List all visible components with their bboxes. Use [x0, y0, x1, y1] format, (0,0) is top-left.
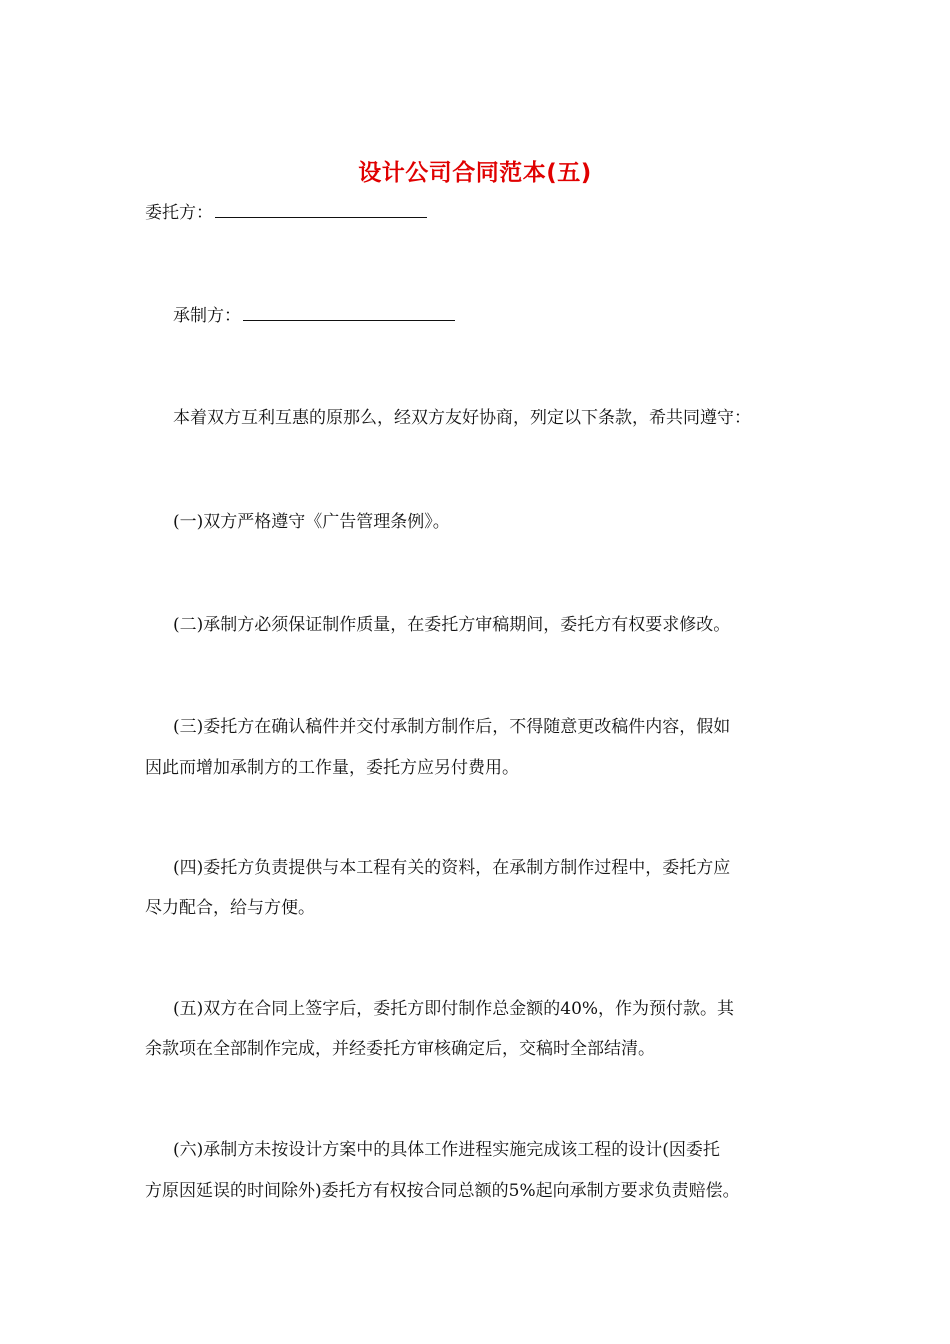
maker-field: [173, 304, 455, 327]
clause-3-line-1: (三)委托方在确认稿件并交付承制方制作后，不得随意更改稿件内容，假如: [173, 717, 731, 737]
clause-2-line-1: (二)承制方必须保证制作质量，在委托方审稿期间，委托方有权要求修改。: [173, 615, 731, 635]
clause-5-line-2: 余款项在全部制作完成，并经委托方审核确定后，交稿时全部结清。: [145, 1039, 655, 1059]
clause-1-line-1: (一)双方严格遵守《广告管理条例》。: [173, 512, 450, 532]
clause-5-line-1: (五)双方在合同上签字后，委托方即付制作总金额的40%，作为预付款。其: [173, 999, 735, 1019]
document-title: 设计公司合同范本(五): [358, 160, 592, 186]
client-blank-line: [215, 201, 427, 218]
clause-4-line-2: 尽力配合，给与方便。: [145, 898, 315, 918]
maker-label: 承制方：: [173, 306, 241, 326]
clause-6-line-1: (六)承制方未按设计方案中的具体工作进程实施完成该工程的设计(因委托: [173, 1140, 720, 1160]
intro-paragraph: 本着双方互利互惠的原那么，经双方友好协商，列定以下条款，希共同遵守：: [173, 408, 751, 428]
maker-blank-line: [243, 304, 455, 321]
clause-4-line-1: (四)委托方负责提供与本工程有关的资料，在承制方制作过程中，委托方应: [173, 858, 731, 878]
clause-6-line-2: 方原因延误的时间除外)委托方有权按合同总额的5%起向承制方要求负责赔偿。: [145, 1181, 740, 1201]
client-label: 委托方：: [145, 203, 213, 223]
client-field: [145, 201, 427, 224]
clause-3-line-2: 因此而增加承制方的工作量，委托方应另付费用。: [145, 758, 519, 778]
